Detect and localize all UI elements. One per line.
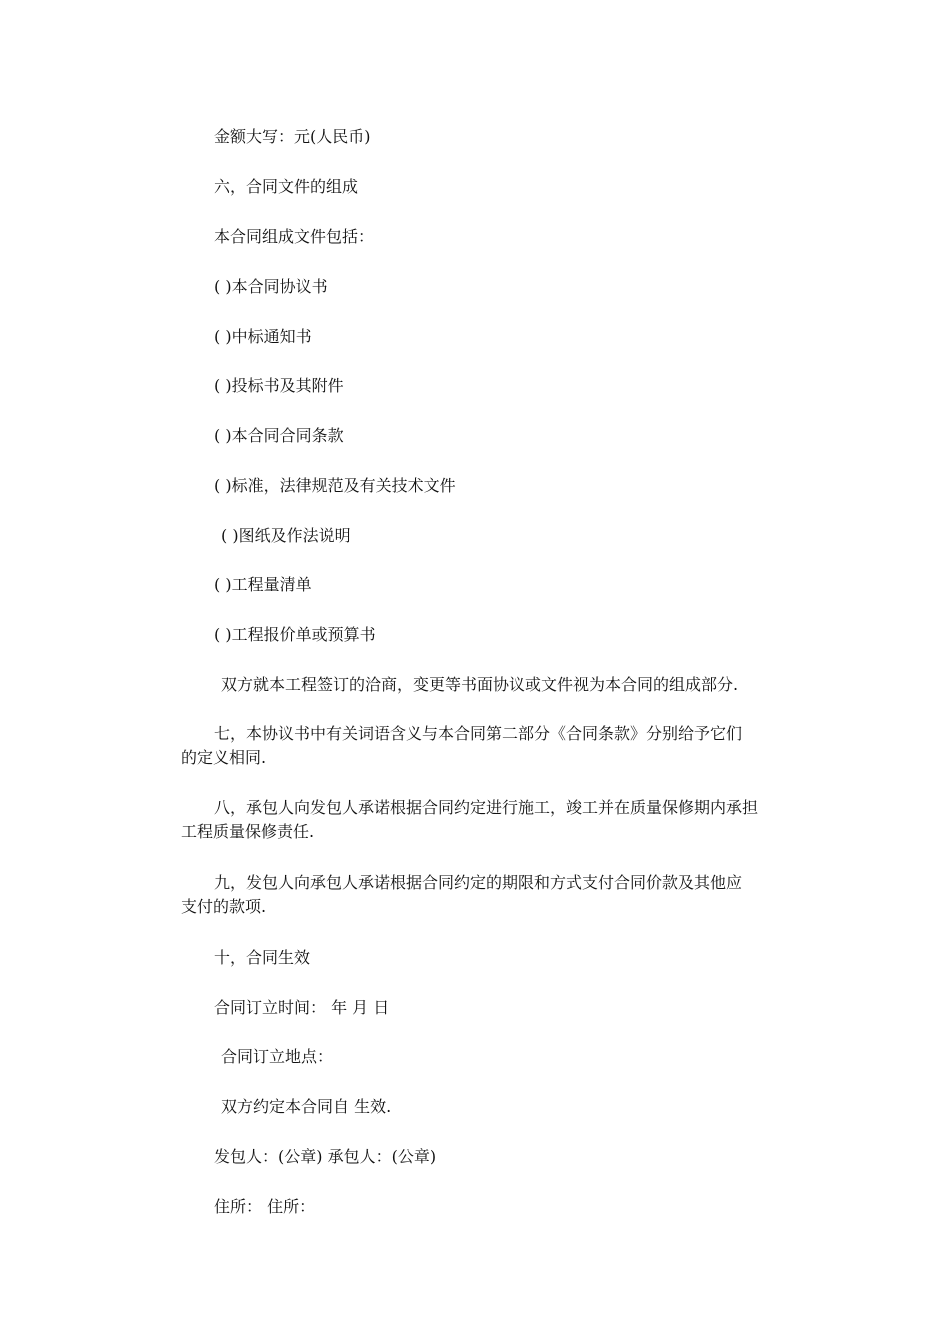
effective-clause-line: 双方约定本合同自 生效. [221, 1097, 392, 1116]
signing-date-line: 合同订立时间： 年 月 日 [214, 998, 390, 1017]
section-8-line-2: 工程质量保修责任. [181, 822, 315, 841]
section-9-paragraph [181, 871, 781, 919]
section-6-heading: 六，合同文件的组成 [214, 177, 359, 196]
doc-item-terms: ( )本合同合同条款 [214, 426, 344, 445]
doc-item-bid: ( )投标书及其附件 [214, 376, 344, 395]
section-9-line-2: 支付的款项. [181, 897, 267, 916]
doc-item-drawings: ( )图纸及作法说明 [221, 526, 351, 545]
supplementary-documents-note: 双方就本工程签订的洽商，变更等书面协议或文件视为本合同的组成部分. [221, 675, 739, 694]
doc-item-agreement: ( )本合同协议书 [214, 277, 328, 296]
contract-documents-intro: 本合同组成文件包括： [214, 227, 375, 246]
section-10-heading: 十，合同生效 [214, 948, 311, 967]
doc-item-quantity-list: ( )工程量清单 [214, 575, 312, 594]
doc-item-standards: ( )标准，法律规范及有关技术文件 [214, 476, 456, 495]
section-8-line-1: 八，承包人向发包人承诺根据合同约定进行施工，竣工并在质量保修期内承担 [214, 798, 759, 817]
section-8-paragraph [181, 796, 781, 844]
signing-place-line: 合同订立地点： [221, 1047, 334, 1066]
doc-item-award-notice: ( )中标通知书 [214, 327, 312, 346]
section-7-line-2: 的定义相同. [181, 748, 267, 767]
party-seals-line: 发包人：(公章) 承包人：(公章) [214, 1147, 437, 1166]
amount-in-words-line: 金额大写：元(人民币) [214, 127, 371, 146]
addresses-line: 住所： 住所： [214, 1197, 316, 1216]
section-7-line-1: 七，本协议书中有关词语含义与本合同第二部分《合同条款》分别给予它们 [214, 724, 743, 743]
doc-item-quotation: ( )工程报价单或预算书 [214, 625, 376, 644]
section-7-paragraph [181, 722, 781, 770]
section-9-line-1: 九，发包人向承包人承诺根据合同约定的期限和方式支付合同价款及其他应 [214, 873, 743, 892]
